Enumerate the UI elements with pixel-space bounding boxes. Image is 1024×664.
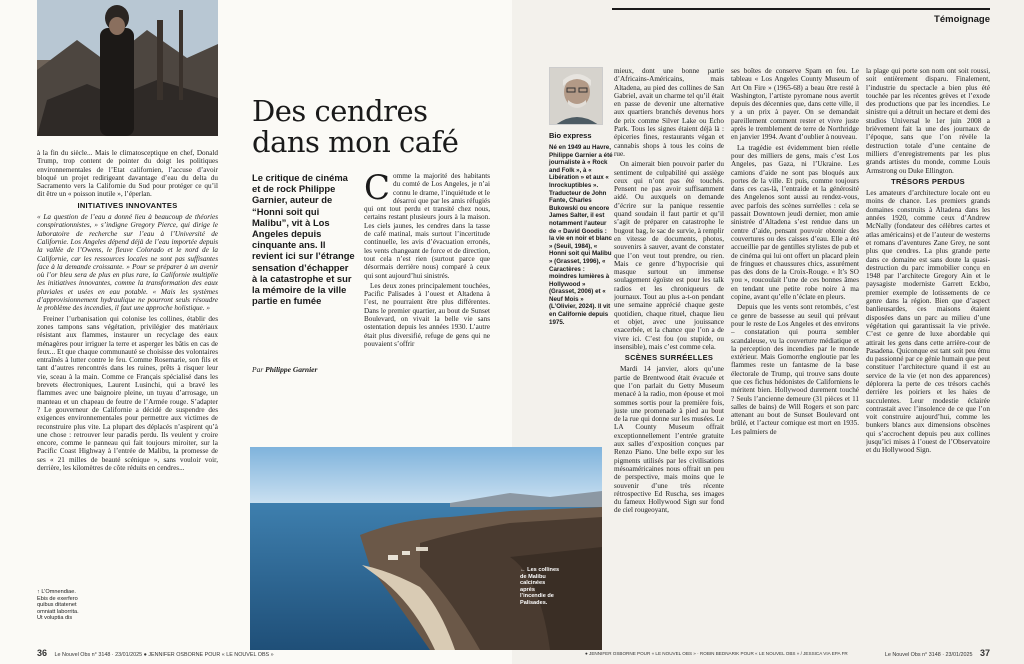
coastline-photo-caption: ← Les collines de Malibu calcinées après l’incendie de Palisades. bbox=[520, 567, 560, 606]
headline-line-2: dans mon café bbox=[252, 125, 459, 159]
page-number-left: 36 bbox=[37, 648, 48, 658]
subheading: TRÉSORS PERDUS bbox=[891, 176, 965, 186]
bio-text: Né en 1949 au Havre, Philippe Garnier a été journaliste à « Rock and Folk », à « Libération » et aux « Inrockuptibles ». Traducteur de John Fante, Charles Bukowski ou encore James Salter, il est notamment l’auteur de « David Goodis : la vie en noir et blanc » (Seuil, 1984), « Honni soit qui Malibu » (Grasset, 1996), « Caractères : moindres lumières à Hollywood » (Grasset, 2006) et « Neuf Mois » (L’Olivier, 2024). Il vit en Californie depuis 1975. bbox=[549, 144, 613, 326]
paragraph: à la fin du siècle... Mais le climatosceptique en chef, Donald Trump, trop content de pointer du doigt les politiques environnementales de l’Etat californien, l’accuse d’avoir bloqué un projet redirigeant davantage d’eau du delta du Sacramento vers la Californie du Sud pour protéger ce qu’il dit être un « poisson inutile », l’éperlan. bbox=[37, 149, 218, 199]
standfirst: Le critique de cinéma et de rock Philippe Garnier, auteur de “Honni soit qui Malibu”, vit à Los Angeles depuis cinquante ans. Il revient ici sur l’étrange sensation d’échapper à la catastrophe et sur la mémoire de la ville partie en fumée bbox=[252, 172, 355, 307]
paragraph: Les deux zones principalement touchées, Pacific Palisades à l’ouest et Altadena à l’est, ne pourraient être plus différentes. Dans le premier quartier, au bout de Sunset Boulevard, on vivait la belle vie sans ostentation depuis les années 1930. L’autre était plus diversifié, refuge de gens qui ne pouvaient s’offrir bbox=[364, 281, 490, 348]
byline-prefix: Par bbox=[252, 365, 264, 374]
portrait-photo bbox=[37, 0, 218, 136]
paragraph: Mardi 14 janvier, alors qu’une partie de Brentwood était évacuée et que l’on parlait du Getty Museum menacé à la radio, mon épouse et moi sommes sortis pour la première fois, juste une promenade à pied au bout de la rue qui donne sur les musées. Le LA County Museum offrait exceptionnellement l’entrée gratuite aux salles d’exposition conçues par Renzo Piano. Une belle expo sur les pigments utilisés par les civilisations mésoaméricaines nous offrait un peu de perspective, mais moins que le souvenir d’une très récente rétrospective Ed Ruscha, ses images du fameux Hollywood Sign sur fond de ciel rougeoyant, bbox=[614, 365, 724, 515]
paragraph: La tragédie est évidemment bien réelle pour des milliers de gens, mais c’est Los Angeles, pas Gaza, ni l’Ukraine. Les camions d’aide ne sont pas bloqués aux portes de la ville. Et puis, comme toujours dans ces cas-là, l’entraide et la générosité des Angelenos sont aussi au rendez-vous, avec parfois des scènes surréelles : cela se passait Downtown jeudi dernier, mon amie sinistrée d’Altadena s’est rendue dans un centre d’aide, pensant pouvoir obtenir des couvertures ou des caisses d’eau. Elle a été accueillie par de gentilles stylistes de pub et de cinéma qui lui ont offert un placard plein de fringues et chaussures chics, assurément pas des dons de la Croix-Rouge. « It’s SO you », roucoulait l’une de ces bonnes âmes en tendant une petite robe noire à ma copine, avant qu’elle n’éclate en pleurs. bbox=[731, 143, 859, 302]
article-column-6 bbox=[866, 67, 990, 637]
article-column-5 bbox=[731, 67, 859, 637]
headline-line-1: Des cendres bbox=[252, 94, 428, 128]
bio-title: Bio express bbox=[549, 131, 592, 140]
footer-left bbox=[37, 648, 274, 658]
article-column-4 bbox=[614, 67, 724, 637]
paragraph: ses boîtes de conserve Spam en feu. Le tableau « Los Angeles County Museum of Art On Fire » (1965-68) a beau être resté à Washington, l’artiste pyromane nous avertit depuis des décennies que, dans cette ville, il y a un prix à payer. On se demandait pareillement comment rester et vivre juste après le tremblement de terre de Northridge en janvier 1994. Avant d’oublier à nouveau. bbox=[731, 67, 859, 142]
byline bbox=[252, 365, 317, 374]
paragraph: mieux, dont une bonne partie d’Africains-Américains, mais Altadena, au pied des collines de San Gabriel, avait un charme tel qu’il était en passe de devenir une alternative aux quartiers branchés devenus hors de prix comme Silver Lake ou Echo Park. Tous les signes étaient déjà là : épiceries fines, restaurants végan et cannabis shops à tous les coins de rue. bbox=[614, 67, 724, 158]
paragraph: omme la majorité des habitants du comté de Los Angeles, je n’ai connu le drame, l’inquiétude et le désarroi que par les amis réfugiés qui ont tout perdu et transité chez nous, certains restant plusieurs jours à la maison. Les ciels jaunes, les cendres dans la tasse de café matinal, mais surtout l’incertitude continuelle, les avis d’évacuation erronés, les vents changeant de force et de direction, tout cela n’est rien (surtout parce que désormais derrière nous) comparé à ceux qui sont aujourd’hui sinistrés. bbox=[364, 172, 490, 280]
footer-credits: ● JENNIFER OSBORNE POUR « LE NOUVEL OBS » · ROBIN BEDNARIK POUR « LE NOUVEL OBS » / JESSICA VIA EPA FR bbox=[585, 651, 848, 656]
drop-cap: C bbox=[364, 172, 391, 208]
coastline-photo bbox=[250, 447, 602, 650]
article-column-3 bbox=[364, 172, 490, 442]
paragraph: On aimerait bien pouvoir parler du sentiment de culpabilité qui assiège ceux qui n’ont pas été touchés. Pensent ne pas avoir suffisamment aidé. Ou auxquels on demande d’écrire sur la panique ressentie quand soudain il faut partir et qu’il s’agit de préparer en catastrophe le bugout bag, le sac de survie, à remplir en vitesse de documents, photos, souvenirs à sauver, avant de constater que l’on veut tout prendre, ou rien. Mais ce genre d’hypocrisie qui masque surtout un immense soulagement égoïste est pour les talk radios et les chroniqueurs de journaux. Tout au plus a-t-on pendant une semaine apprécié chaque geste quotidien, chaque rituel, chaque lieu et objet, avec une jouissance exacerbée, et la chance que l’on a de vivre ici. C’est fou (ou stupide, ou insensible), mais c’est comme cela. bbox=[614, 160, 724, 351]
article-column-1 bbox=[37, 149, 218, 629]
headline bbox=[252, 96, 462, 158]
paragraph: « La question de l’eau a donné lieu à beaucoup de théories conspirationnistes, » s’indigne Gregory Pierce, qui dirige le laboratoire de recherche sur l’eau à l’Université de Californie. Los Angeles dépend déjà de l’eau importée depuis la vallée de l’Owens, le fleuve Colorado et le nord de la Californie, car les ressources locales ne sont pas suffisantes face à la demande croissante. » Pour se préparer à un avenir où l’or bleu sera de plus en plus rare, la Californie multiplie les initiatives innovantes, comme la transformation des eaux pluviales et usées en eau potable. « Mais les systèmes d’approvisionnement hydraulique ne pourront seuls résoudre le problème des incendies, il faut une approche holistique. » bbox=[37, 213, 218, 313]
paragraph: la plage qui porte son nom ont soit roussi, soit entièrement disparu. Finalement, l’industrie du spectacle a bien plus été touchée par les récentes grèves et l’exode des productions que par les incendies. Le sinistre qui a détruit un hectare et demi des studios Universal le 1er juin 2008 a brièvement fait la une des journaux de l’époque, sans que l’on révèle la destruction totale d’une centaine de milliers d’enregistrements par les plus grands artistes du monde, comme Louis Armstrong ou Duke Ellington. bbox=[866, 67, 990, 175]
subheading: INITIATIVES INNOVANTES bbox=[77, 200, 178, 210]
footer-left-text: Le Nouvel Obs n° 3148 · 23/01/2025 ● JENNIFER OSBORNE POUR « LE NOUVEL OBS » bbox=[54, 652, 274, 658]
byline-name: Philippe Garnier bbox=[265, 365, 318, 374]
footer-right bbox=[885, 648, 990, 658]
rubric-rule bbox=[612, 8, 990, 10]
page-number-right: 37 bbox=[979, 648, 990, 658]
photo-caption-small: ↑ L’Omnendiae. Ebis de exerfero quibus ditatenet omniatt laborrita. Ut voluptia dis bbox=[37, 589, 79, 622]
paragraph: Freiner l’urbanisation qui colonise les collines, établir des zones tampons sans végétation, privilégier des matériaux résistant aux flammes, instaurer un recyclage des eaux ménagères pour irriguer la terre et asperger les bâtis en cas de feux... Et que chaque communauté se choisisse des volontaires entraînés à lutter contre le feu. Comme Rosemarie, son fils et tant d’autres rencontrés dans les ruines, prêts à risquer leur vie, sceau à la main. Comme ce Français spécialisé dans les brevets électroniques, Laurent Lusinchi, qui a bravé les flammes avec une baignoire pleine, un tuyau d’arrosage, un manteau et un chapeau de feutre de l’Armée rouge. S’adapter ? Le gouverneur de Californie a décidé de suspendre des exigences environnementales pour permettre aux victimes de reconstruire plus vite. La plupart des déplacés n’aspirent qu’à une chose : retrouver leur paradis perdu. Ils veulent y croire encore, comme le panneau qui fait toujours miroiter, sur la Pacific Coast Highway à l’entrée de Malibu, la promesse de ses « 21 milles de beauté scénique », sans vouloir voir, derrière, les kilomètres de côte réduits en cendres... bbox=[37, 314, 218, 472]
footer-right-text: Le Nouvel Obs n° 3148 · 23/01/2025 bbox=[884, 652, 973, 658]
section-rubric: Témoignage bbox=[934, 14, 990, 25]
author-photo bbox=[549, 67, 603, 125]
subheading: SCÈNES SURRÉELLES bbox=[624, 353, 714, 363]
paragraph: Les amateurs d’architecture locale ont eu moins de chance. Les premiers grands domaines construits à Altadena dans les années 1920, comme ceux d’Andrew McNally (fondateur des célèbres cartes et atlas américains) et de l’auteur de westerns et romans d’aventures Zane Grey, ne sont plus que cendres. La plus grande perte dans ce domaine est sans doute la quasi-destruction du parc immobilier conçu en 1948 par l’architecte Gregory Ain et le paysagiste moderniste Garrett Eckbo, premier exemple de lotissements de ce genre dans la région. Bien que d’aspect banlieusardes, ces maisons étaient disposées dans un parc au milieu d’une végétation qui garantissait la vie privée. C’est ce genre de luxe abordable qui attirait les gens dans cette arrière-cour de Pasadena. Quiconque est tant soit peu ému du passionné par ce génie humain que peut constituer l’architecture quand il est au service de la vie (et non des apparences) déplorera la perte de ces trésors cachés derrière les poiriers et les haies de succulentes. Leur modestie éclairée contrastait avec l’insolence de ce que l’on voit construire aujourd’hui, comme les bunkers blancs aux dimensions obscènes qui s’accrochent depuis peu aux collines jusqu’ici mises à l’ouest de l’Observatoire et du Hollywood Sign. bbox=[866, 189, 990, 455]
paragraph: Depuis que les vents sont retombés, c’est ce genre de bassesse au seuil qui prévaut pour le reste de Los Angeles et des environs – constatation qui pourra sembler scandaleuse, vu la couverture médiatique et la perception des incendies par le monde extérieur. Mais Gomorrhe engloutie par les flammes reste un fantasme de la base électorale de Trump, qui trouve sans doute que ces fichus hédonistes de Californiens le méritent bien. Hollywood durement touché ? Seuls l’ancienne demeure (31 pièces et 11 salles de bains) de Will Rogers et son parc attenant au bout de Sunset Boulevard ont brûlé, et l’acteur comique est mort en 1935. Les palmiers de bbox=[731, 303, 859, 436]
